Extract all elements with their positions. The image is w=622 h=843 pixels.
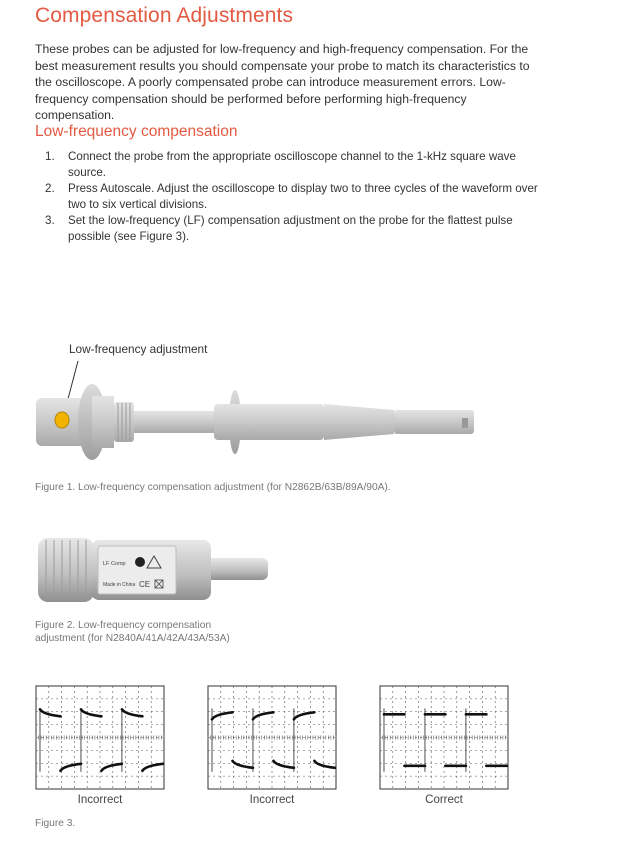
page-title: Compensation Adjustments [35,4,294,27]
scope-screen-overshoot [35,685,165,790]
figure2-caption-line1: Figure 2. Low-frequency compensation [35,620,212,631]
made-in-text: Made in China [103,582,136,588]
step-number: 1. [45,150,55,163]
figure1-caption: Figure 1. Low-frequency compensation adjustment (for N2862B/63B/89A/90A). [35,482,391,493]
figure2-caption-line2: adjustment (for N2840A/41A/42A/43A/53A) [35,633,230,644]
scope-label-incorrect-2: Incorrect [249,794,295,806]
step-item [35,149,555,181]
step-item [35,181,555,213]
step-number: 2. [45,182,55,195]
step-text: Press Autoscale. Adjust the oscilloscope to display two to three cycles of the waveform over two to six vertical divisions. [68,182,538,211]
ce-mark-icon: CE [139,580,151,589]
probe-collar [114,402,134,442]
step-text: Connect the probe from the appropriate oscilloscope channel to the 1-kHz square wave source. [68,150,516,179]
probe-body-main [214,404,324,440]
probe-illustration [34,356,484,466]
step-text: Set the low-frequency (LF) compensation adjustment on the probe for the flattest pulse possible (see Figure 3). [68,214,513,243]
probe-head-illustration [36,532,268,610]
steps-list [35,149,555,245]
step-item [35,213,555,245]
step-number: 3. [45,214,55,227]
scope-label-correct: Correct [425,794,463,806]
intro-paragraph: These probes can be adjusted for low-frequency and high-frequency compensation. For the best measurement results you should compensate your probe to match its characteristics to the oscilloscope. A poorly compensated probe can introduce measurement errors. Low-frequency compensation should be performed before performing high-frequency compensation. [35,42,530,122]
scope-label-incorrect-1: Incorrect [77,794,123,806]
scope-screen-correct [379,685,509,790]
figure1-callout-label: Low-frequency adjustment [69,342,208,356]
scope-screen-undershoot [207,685,337,790]
lf-comp-text: LF Comp [103,561,126,567]
figure3-caption: Figure 3. [35,818,76,829]
lf-adjust-screw-icon [55,412,69,428]
section-heading: Low-frequency compensation [35,123,238,140]
lf-comp-adjust-icon [135,557,145,567]
